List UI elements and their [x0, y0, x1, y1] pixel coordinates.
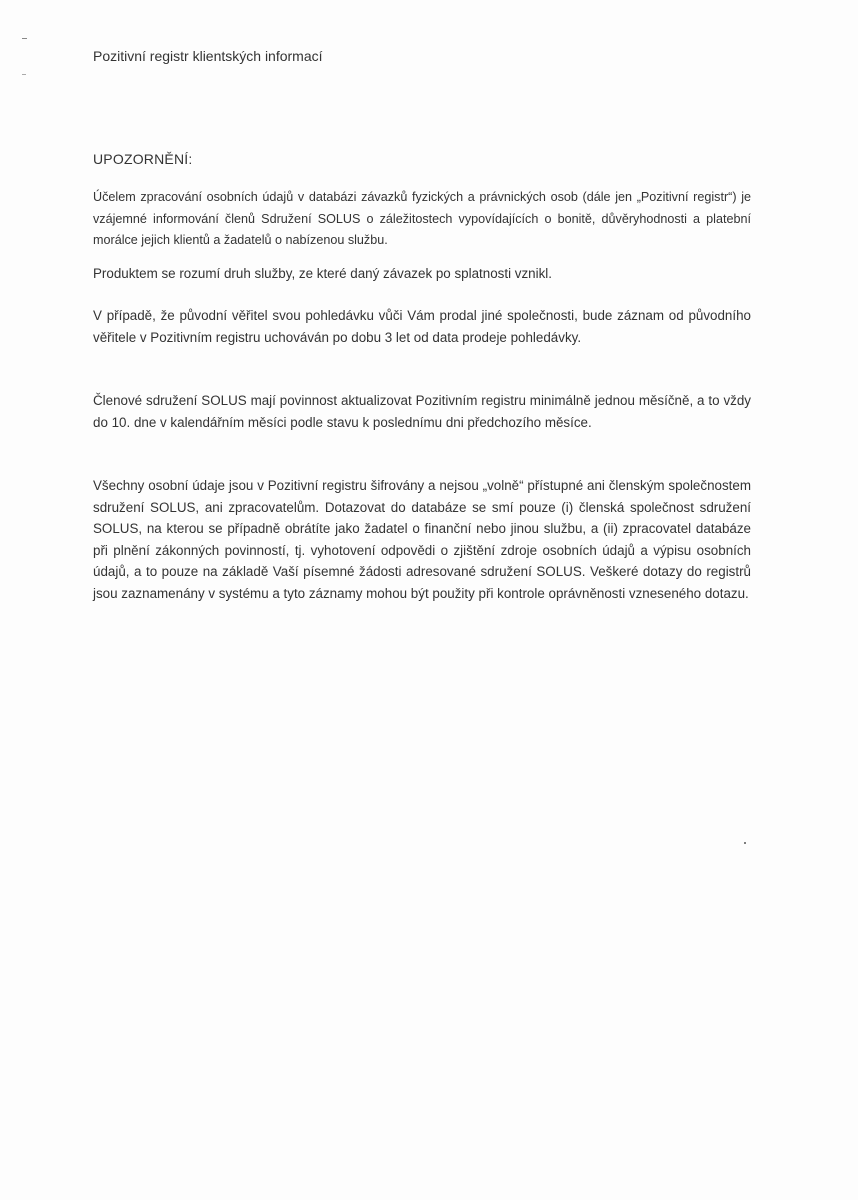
paragraph-purpose: Účelem zpracování osobních údajů v databázi závazků fyzických a právnických osob (dále jen „Pozitivní registr“) je vzájemné informování členů Sdružení SOLUS o záležitostech vypovídajících o bonitě, důvěryhodnosti a platební morálce jejich klientů a žadatelů o nabízenou službu.: [93, 190, 751, 247]
scan-speck: [744, 842, 746, 844]
paragraph-sale: V případě, že původní věřitel svou pohledávku vůči Vám prodal jiné společnosti, bude záznam od původního věřitele v Pozitivním registru uchováván po dobu 3 let od data prodeje pohledávky.: [93, 308, 751, 345]
scan-artifact: [22, 74, 26, 75]
paragraph-product: Produktem se rozumí druh služby, ze které daný závazek po splatnosti vznikl.: [93, 266, 552, 281]
document-header: Pozitivní registr klientských informací: [93, 48, 323, 64]
scan-artifact: [22, 38, 27, 39]
notice-title: UPOZORNĚNÍ:: [93, 151, 193, 167]
paragraph-encryption: Všechny osobní údaje jsou v Pozitivní registru šifrovány a nejsou „volně“ přístupné ani členským společnostem sdružení SOLUS, ani zpracovatelům. Dotazovat do databáze se smí pouze (i) členská společnost sdružení SOLUS, na kterou se případně obrátíte jako žadatel o finanční nebo jinou službu, a (ii) zpracovatel databáze při plnění zákonných povinností, tj. vyhotovení odpovědi o zjištění zdroje osobních údajů a výpisu osobních údajů, a to pouze na základě Vaší písemné žádosti adresované sdružení SOLUS. Veškeré dotazy do registrů jsou zaznamenány v systému a tyto záznamy mohou být použity při kontrole oprávněnosti vzneseného dotazu.: [93, 478, 751, 601]
paragraph-update: Členové sdružení SOLUS mají povinnost aktualizovat Pozitivním registru minimálně jednou měsíčně, a to vždy do 10. dne v kalendářním měsíci podle stavu k poslednímu dni předchozího měsíce.: [93, 393, 751, 430]
